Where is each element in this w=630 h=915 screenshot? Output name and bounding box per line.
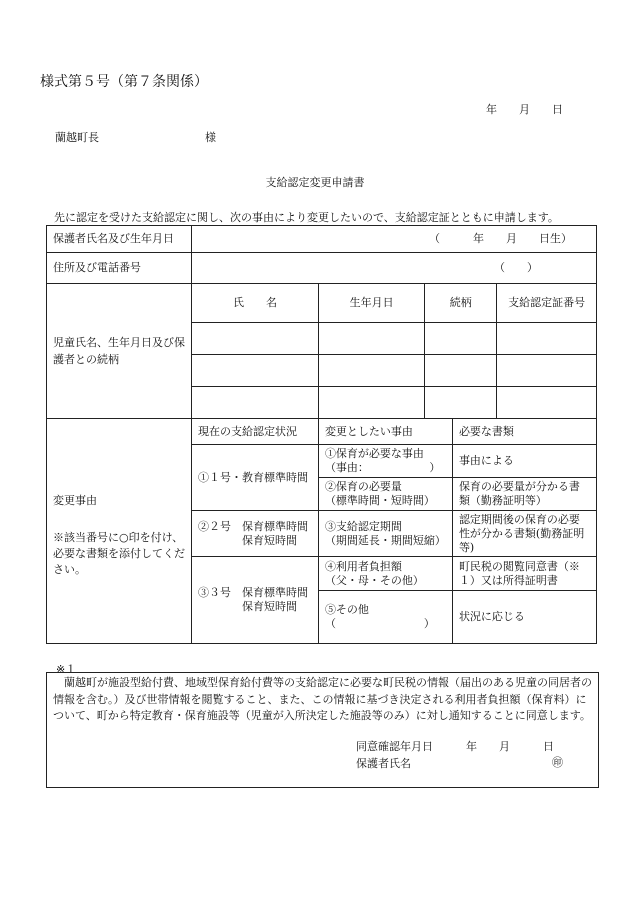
guardian-label: 保護者氏名及び生年月日 — [47, 226, 192, 253]
honorific: 様 — [205, 131, 216, 144]
reason-4[interactable]: ④利用者負担額 （父・母・その他） — [318, 557, 452, 591]
child-birthdate-header: 生年月日 — [318, 284, 424, 323]
consent-guardian-name[interactable]: 保護者氏名 — [356, 757, 411, 770]
change-section — [47, 419, 192, 644]
child-birthdate-cell[interactable] — [318, 323, 424, 355]
reason-1[interactable]: ①保育が必要な事由 （事由： ） — [318, 445, 452, 478]
document-5: 状況に応じる — [452, 591, 596, 644]
current-status-2[interactable]: ②２号 保育標準時間 保育短時間 — [192, 511, 319, 557]
application-table — [46, 225, 597, 644]
address-label: 住所及び電話番号 — [47, 253, 192, 284]
child-certificate-cell[interactable] — [497, 387, 597, 419]
current-status-header: 現在の支給認定状況 — [192, 419, 319, 445]
reason-3[interactable]: ③支給認定期間 （期間延長・期間短縮） — [318, 511, 452, 557]
seal-mark: ㊞ — [552, 756, 563, 769]
current-status-1[interactable]: ①１号・教育標準時間 — [192, 445, 319, 511]
form-number: 様式第５号（第７条関係） — [40, 74, 208, 90]
submission-date[interactable]: 年 月 日 — [486, 103, 563, 116]
document-1: 事由による — [452, 445, 596, 478]
document-2: 保育の必要量が分かる書類（勤務証明等） — [452, 478, 596, 511]
child-name-cell[interactable] — [192, 355, 319, 387]
addressee: 蘭越町長 — [55, 131, 99, 144]
child-name-header: 氏 名 — [192, 284, 319, 323]
reason-2[interactable]: ②保育の必要量 （標準時間・短時間） — [318, 478, 452, 511]
guardian-birth-placeholder: （ 年 月 日生） — [429, 232, 572, 245]
consent-text: 蘭越町が施設型給付費、地域型保育給付費等の支給認定に必要な町民税の情報（届出のある児童の同居者の情報を含む。）及び世帯情報を閲覧すること、また、この情報に基づき決定される利用者負担額（保育料）について、町から特定教育・保育施設等（児童が入所決定した施設等のみ）に対し通知することに同意します。 — [53, 676, 592, 722]
address-field[interactable] — [192, 253, 597, 284]
change-label: 変更事由 — [53, 494, 97, 507]
desired-reason-header: 変更としたい事由 — [318, 419, 452, 445]
child-birthdate-cell[interactable] — [318, 355, 424, 387]
child-certificate-cell[interactable] — [497, 323, 597, 355]
child-birthdate-cell[interactable] — [318, 387, 424, 419]
child-relation-cell[interactable] — [425, 387, 497, 419]
children-label: 児童氏名、生年月日及び保護者との続柄 — [47, 284, 192, 419]
consent-date[interactable]: 同意確認年月日 年 月 日 — [356, 740, 554, 753]
document-3: 認定期間後の保育の必要性が分かる書類(勤務証明等) — [452, 511, 596, 557]
required-docs-header: 必要な書類 — [452, 419, 596, 445]
intro-text: 先に認定を受けた支給認定に関し、次の事由により変更したいので、支給認定証とともに申請します。 — [54, 211, 559, 224]
change-instruction: ※該当番号に○印を付け、必要な書類を添付してください。 — [53, 531, 185, 576]
current-status-3[interactable]: ③３号 保育標準時間 保育短時間 — [192, 557, 319, 644]
document-title: 支給認定変更申請書 — [265, 176, 365, 189]
child-relation-cell[interactable] — [425, 355, 497, 387]
child-certificate-cell[interactable] — [497, 355, 597, 387]
child-name-cell[interactable] — [192, 323, 319, 355]
guardian-name-field[interactable] — [192, 226, 597, 253]
child-certificate-header: 支給認定証番号 — [497, 284, 597, 323]
consent-note-mark: ※１ — [56, 663, 77, 676]
phone-placeholder: （ ） — [494, 261, 538, 274]
child-relation-cell[interactable] — [425, 323, 497, 355]
child-relation-header: 続柄 — [425, 284, 497, 323]
child-name-cell[interactable] — [192, 387, 319, 419]
reason-5[interactable]: ⑤その他 （ ） — [318, 591, 452, 644]
document-4: 町民税の閲覧同意書（※１）又は所得証明書 — [452, 557, 596, 591]
consent-box — [46, 672, 599, 788]
